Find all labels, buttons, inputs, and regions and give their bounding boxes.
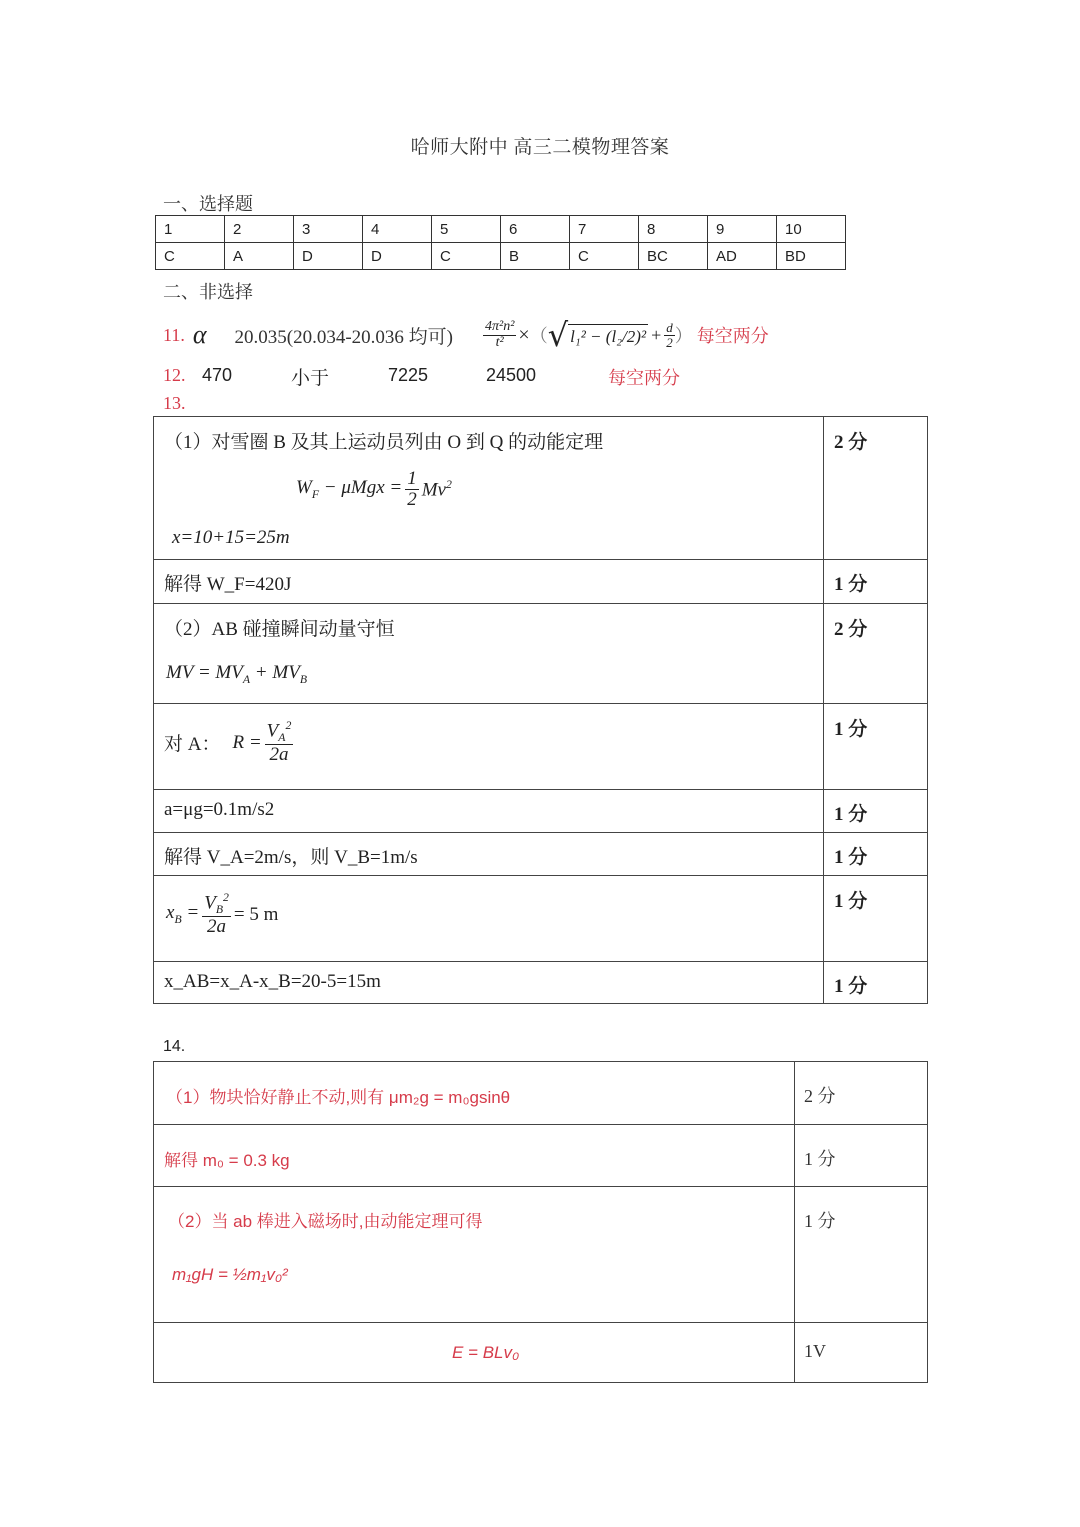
q14-row-4 [154, 1322, 927, 1382]
question-number: 5 [432, 216, 501, 243]
q13-row-7-equation: $x_B$ = $\frac{V_B^2}{2a}$ = 5 m [166, 891, 279, 938]
q14-row-2 [154, 1124, 927, 1186]
sqrt-icon: √ [547, 316, 569, 354]
q13-row-8-score: 1 分 [834, 976, 868, 997]
question-number: 7 [570, 216, 639, 243]
q13-row-2 [154, 559, 927, 603]
answer-cell: C [570, 243, 639, 270]
q11-open-paren: （ [529, 326, 548, 346]
answer-cell: D [294, 243, 363, 270]
document-title: 哈师大附中 高三二模物理答案 [410, 137, 670, 158]
q13-row-1 [154, 417, 927, 560]
q14-row-3-score: 1 分 [804, 1211, 836, 1231]
q13-row-3-equation: MV = $MV_A + MV_B$ [166, 662, 307, 686]
q14-row-1-text: （1）物块恰好静止不动,则有 μm₂g = m₀gsinθ [166, 1088, 511, 1107]
q13-row-1-equation: $W_F - \mu Mgx$ = $\frac{1}{2}$ Mv$^2$ [296, 468, 452, 510]
q14-row-3 [154, 1186, 927, 1322]
q13-row-4-equation: 对 A： R = $\frac{V_A^2}{2a}$ [164, 719, 292, 766]
q13-row-2-text: 解得 W_F=420J [164, 574, 292, 595]
answer-cell: BC [639, 243, 708, 270]
q11-times: × [518, 323, 530, 346]
q11-line [163, 318, 769, 352]
answer-cell: A [225, 243, 294, 270]
question-number: 6 [501, 216, 570, 243]
question-number: 10 [777, 216, 846, 243]
q12-answer-1: 470 [202, 365, 233, 385]
q11-d-half: $\frac{d}{2}$ [666, 319, 673, 350]
q12-answer-3: 7225 [388, 365, 429, 385]
answer-cell: C [156, 243, 225, 270]
q13-row-5 [154, 789, 927, 832]
q12-number: 12. [163, 365, 186, 385]
q11-sqrt-content: l₁² − (l₂/2)² [568, 324, 648, 347]
q14-row-3-equation: m₁gH = ½m₁v₀² [172, 1265, 288, 1284]
q13-row-7 [154, 875, 927, 961]
q14-solution-table [153, 1061, 928, 1383]
q13-row-6 [154, 832, 927, 875]
q13-row-8 [154, 961, 927, 1003]
question-number: 4 [363, 216, 432, 243]
q11-alpha: α [192, 320, 207, 349]
q13-row-2-score: 1 分 [834, 574, 868, 595]
q11-reading: 20.035(20.034-20.036 均可) [234, 326, 453, 348]
q13-row-7-score: 1 分 [834, 891, 868, 912]
q12-answer-4: 24500 [486, 365, 537, 385]
q13-number: 13. [163, 393, 186, 413]
section-heading-nonchoice: 二、非选择 [163, 282, 253, 302]
question-number: 3 [294, 216, 363, 243]
q11-close-paren: ） [674, 326, 693, 346]
q13-row-3-line-1: （2）AB 碰撞瞬间动量守恒 [164, 619, 395, 640]
q13-row-3-score: 2 分 [834, 619, 868, 640]
q14-row-2-text: 解得 m₀ = 0.3 kg [164, 1151, 290, 1170]
q13-row-6-score: 1 分 [834, 847, 868, 868]
q14-row-2-score: 1 分 [804, 1149, 836, 1169]
answer-cell: B [501, 243, 570, 270]
answer-row [156, 243, 846, 270]
answer-cell: AD [708, 243, 777, 270]
q13-row-1-score: 2 分 [834, 432, 868, 453]
question-number: 1 [156, 216, 225, 243]
answer-cell: D [363, 243, 432, 270]
q13-row-3 [154, 603, 927, 703]
q11-number: 11. [163, 324, 185, 345]
question-number-row [156, 216, 846, 243]
question-number: 9 [708, 216, 777, 243]
q11-formula-fraction: $\frac{\text{4π²n²}}{\text{t²}}$ [484, 318, 515, 350]
q11-plus: + [651, 324, 662, 345]
q12-scoring-note: 每空两分 [608, 368, 680, 388]
q13-row-8-text: x_AB=x_A-x_B=20-5=15m [164, 971, 381, 992]
q14-number: 14. [163, 1038, 186, 1055]
answer-cell: C [432, 243, 501, 270]
q13-row-1-line-1: （1）对雪圈 B 及其上运动员列由 O 到 Q 的动能定理 [164, 432, 604, 453]
question-number: 2 [225, 216, 294, 243]
q14-row-1 [154, 1062, 927, 1124]
question-number: 8 [639, 216, 708, 243]
q13-row-6-text: 解得 V_A=2m/s，则 V_B=1m/s [164, 847, 418, 868]
q13-row-5-text: a=μg=0.1m/s2 [164, 799, 275, 820]
answer-cell: BD [777, 243, 846, 270]
choice-answer-table [155, 215, 846, 270]
q13-solution-table [153, 416, 928, 1004]
q13-row-4-score: 1 分 [834, 719, 868, 740]
q12-answer-2: 小于 [291, 368, 330, 389]
q13-row-4 [154, 703, 927, 789]
q11-scoring-note: 每空两分 [696, 326, 769, 346]
q14-row-4-score: 1V [804, 1341, 826, 1361]
q13-row-1-line-3: x=10+15=25m [172, 527, 290, 548]
q13-row-5-score: 1 分 [834, 804, 868, 825]
q14-row-3-line-1: （2）当 ab 棒进入磁场时,由动能定理可得 [168, 1212, 483, 1231]
q14-row-1-score: 2 分 [804, 1086, 836, 1106]
q14-row-4-equation: E = BLv₀ [452, 1343, 520, 1362]
section-heading-choice: 一、选择题 [163, 194, 253, 214]
